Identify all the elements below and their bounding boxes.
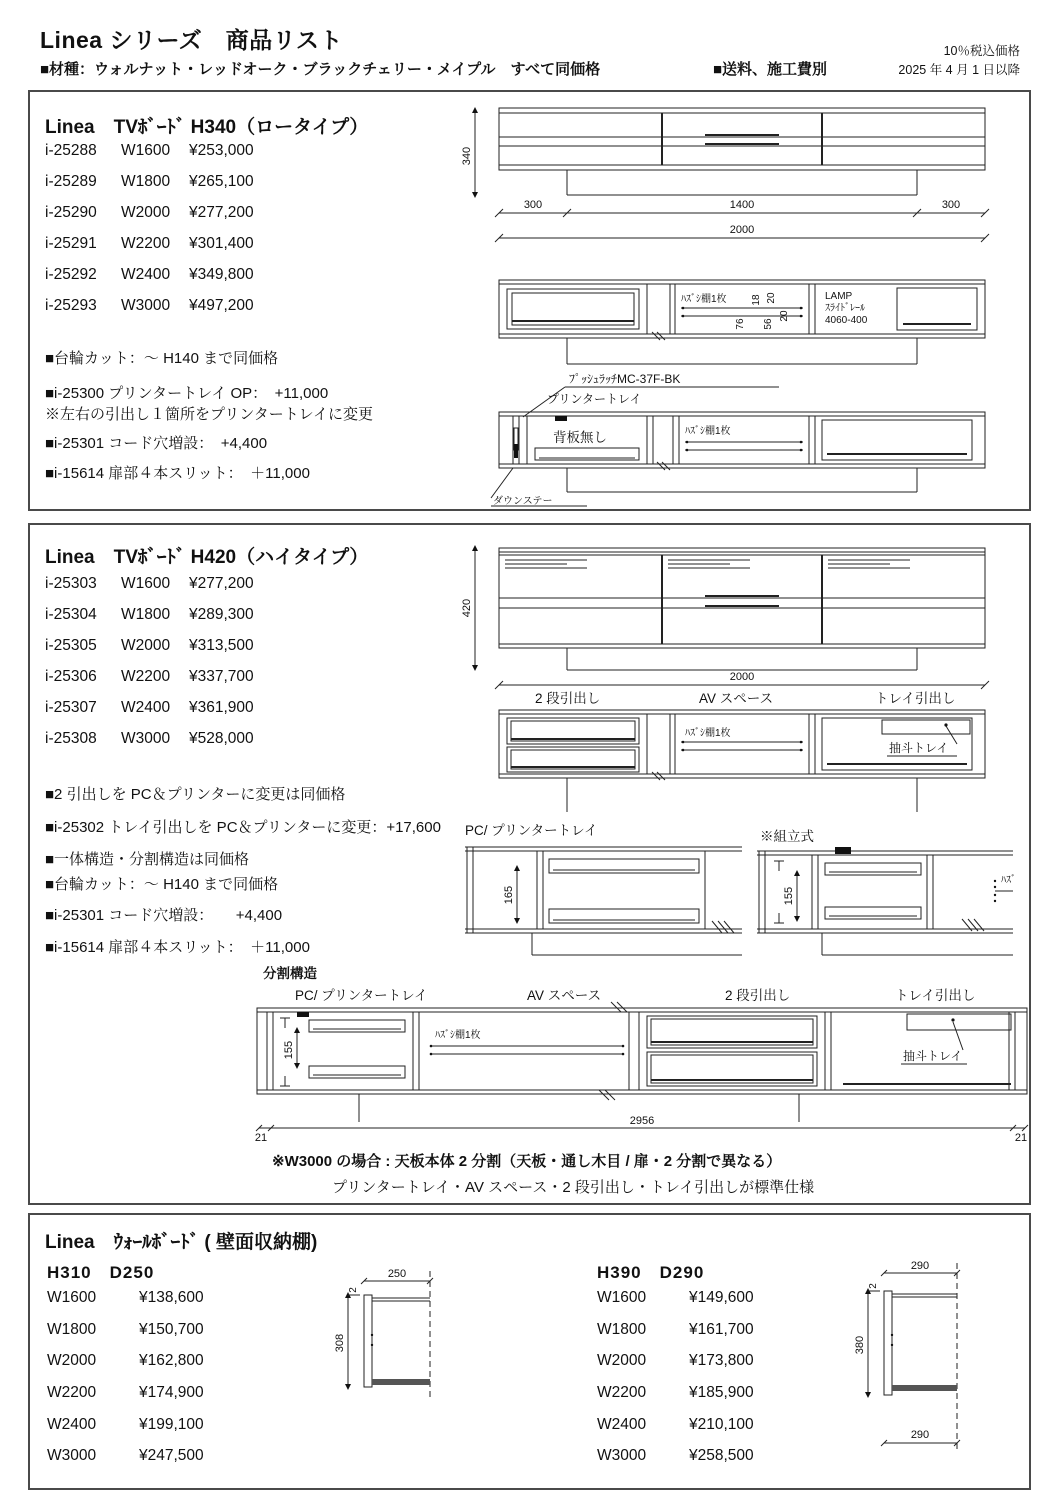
inner-labels (283, 1028, 967, 1064)
svg-text:2956: 2956 (629, 1115, 655, 1127)
product-price: ¥277,200 (189, 204, 254, 221)
product-code: i-25293 (45, 297, 97, 314)
low-board-elevation-drawing (457, 100, 1032, 250)
kit-cabinet-fragment (757, 847, 1016, 955)
page-title: Linea シリーズ 商品リスト (40, 27, 343, 53)
option-note: ■i-25301 コード穴増設： +4,400 (45, 435, 268, 452)
price-row (597, 1447, 754, 1465)
product-size: W2400 (121, 699, 171, 716)
product-price: ¥497,200 (189, 297, 254, 314)
price-row (45, 204, 254, 222)
product-code: i-25303 (45, 575, 97, 592)
product-code: i-25304 (45, 606, 97, 623)
price-row (47, 1289, 204, 1307)
product-price: ¥161,700 (689, 1321, 754, 1338)
product-code: i-25305 (45, 637, 97, 654)
product-price: ¥361,900 (189, 699, 254, 716)
split-structure-drawing (247, 962, 1037, 1142)
product-price: ¥301,400 (189, 235, 254, 252)
product-price: ¥313,500 (189, 637, 254, 654)
svg-text:18: 18 (751, 294, 762, 306)
dimension-height (334, 1287, 360, 1390)
product-size: W3000 (47, 1447, 97, 1464)
wall-board-section (28, 1213, 1031, 1490)
svg-text:ﾊｽﾞｼ棚1枚: ﾊｽﾞｼ棚1枚 (685, 426, 731, 437)
product-price: ¥277,200 (189, 575, 254, 592)
pedestal-outline (567, 648, 917, 670)
product-code: i-25288 (45, 142, 97, 159)
price-row (597, 1352, 754, 1370)
product-price: ¥349,800 (189, 266, 254, 283)
svg-text:250: 250 (387, 1268, 407, 1280)
price-row (47, 1447, 204, 1465)
wall-left-header: H310 D250 (47, 1263, 155, 1282)
cabinet-outline (499, 280, 985, 340)
tax-note: 10％税込価格 (943, 44, 1020, 58)
product-price: ¥337,700 (189, 668, 254, 685)
option-note: ■台輪カット：～ H140 まで同価格 (45, 350, 279, 367)
dimension-depth (361, 1268, 433, 1284)
svg-text:トレイ引出し: トレイ引出し (875, 691, 956, 706)
svg-text:165: 165 (503, 885, 515, 905)
material-note: ■材種：ウォルナット・レッドオーク・ブラックチェリー・メイプル すべて同価格 (40, 61, 601, 78)
split-note-1: ※W3000 の場合 : 天板本体 2 分割（天板・通し木目 / 扉・2 分割で異なる） (272, 1153, 782, 1170)
svg-text:300: 300 (941, 199, 961, 211)
price-row (597, 1321, 754, 1339)
high-board-layout-drawing (457, 690, 1032, 815)
product-size: W2400 (47, 1416, 97, 1433)
product-price: ¥138,600 (139, 1289, 204, 1306)
svg-text:ﾊｽﾞｼ棚1枚: ﾊｽﾞｼ棚1枚 (681, 294, 727, 305)
option-note: ※左右の引出し１箇所をプリンタートレイに変更 (45, 406, 374, 423)
product-size: W1600 (597, 1289, 647, 1306)
dimension-depth-bottom (881, 1429, 960, 1446)
svg-text:抽斗トレイ: 抽斗トレイ (903, 1049, 963, 1063)
product-size: W1800 (121, 173, 171, 190)
product-price: ¥265,100 (189, 173, 254, 190)
split-title: 分割構造 (263, 966, 317, 981)
option-note: ■i-15614 扉部４本スリット： ＋11,000 (45, 939, 310, 956)
svg-text:155: 155 (283, 1040, 295, 1060)
product-price: ¥253,000 (189, 142, 254, 159)
option-note: ■i-25301 コード穴増設： +4,400 (45, 907, 283, 924)
compartment-headings (535, 690, 955, 706)
product-code: i-25306 (45, 668, 97, 685)
product-code: i-25289 (45, 173, 97, 190)
product-size: W2200 (121, 668, 171, 685)
product-price: ¥162,800 (139, 1352, 204, 1369)
product-size: W2400 (597, 1416, 647, 1433)
product-price: ¥258,500 (689, 1447, 754, 1464)
downstay-label (491, 468, 587, 507)
product-code: i-25307 (45, 699, 97, 716)
product-code: i-25308 (45, 730, 97, 747)
svg-text:290: 290 (910, 1260, 930, 1272)
svg-text:AV スペース: AV スペース (527, 988, 602, 1003)
wall-board-right-drawing (822, 1257, 972, 1467)
dimension-height (461, 107, 478, 198)
price-row (45, 699, 254, 717)
svg-text:420: 420 (461, 598, 473, 618)
product-price: ¥199,100 (139, 1416, 204, 1433)
product-price: ¥150,700 (139, 1321, 204, 1338)
product-size: W2400 (121, 266, 171, 283)
board-profile (364, 1295, 430, 1387)
dimension-width (495, 671, 989, 689)
svg-text:56: 56 (763, 318, 774, 330)
product-size: W1600 (47, 1289, 97, 1306)
leader-labels (523, 372, 779, 417)
svg-text:ダウンステー: ダウンステー (493, 496, 553, 507)
pedestal-stubs (567, 778, 917, 812)
svg-text:ﾊｽﾞｼ棚1枚: ﾊｽﾞｼ棚1枚 (435, 1030, 481, 1041)
price-row (45, 142, 254, 160)
price-row (47, 1384, 204, 1402)
pedestal-stubs (359, 1094, 799, 1122)
product-size: W1800 (597, 1321, 647, 1338)
svg-text:AV スペース: AV スペース (699, 691, 774, 706)
high-board-pc-drawing (457, 821, 1032, 961)
option-note: ■2 引出しを PC＆プリンターに変更は同価格 (45, 786, 346, 803)
svg-text:2000: 2000 (729, 224, 755, 236)
price-row (45, 668, 254, 686)
pc-cabinet-fragment (465, 847, 742, 955)
product-code: i-25290 (45, 204, 97, 221)
wall-board-left-drawing (302, 1267, 442, 1407)
svg-text:抽斗トレイ: 抽斗トレイ (889, 741, 949, 755)
svg-text:2: 2 (348, 1287, 359, 1293)
compartment-headings (295, 987, 975, 1003)
low-board-title: Linea TVﾎﾞｰﾄﾞ H340（ロータイプ） (45, 117, 369, 138)
low-board-option-drawing (457, 370, 1032, 508)
pc-tray-heading: PC/ プリンタートレイ (465, 823, 598, 838)
dimension-depth-top (881, 1260, 960, 1276)
option-note: ■i-15614 扉部４本スリット： ＋11,000 (45, 465, 310, 482)
svg-text:トレイ引出し: トレイ引出し (895, 988, 976, 1003)
product-size: W1800 (47, 1321, 97, 1338)
dimension-height (854, 1283, 880, 1398)
product-code: i-25292 (45, 266, 97, 283)
svg-text:300: 300 (523, 199, 543, 211)
dimension-height (461, 545, 478, 671)
price-row (597, 1289, 754, 1307)
wall-board-title: Linea ｳｫｰﾙﾎﾞｰﾄﾞ ( 壁面収納棚) (45, 1232, 318, 1253)
split-note-2: プリンタートレイ・AV スペース・2 段引出し・トレイ引出しが標準仕様 (332, 1179, 815, 1196)
price-row (45, 266, 254, 284)
tray-drawer-label (887, 740, 957, 756)
product-size: W2200 (121, 235, 171, 252)
product-size: W1800 (121, 606, 171, 623)
product-price: ¥174,900 (139, 1384, 204, 1401)
product-size: W3000 (121, 297, 171, 314)
svg-text:155: 155 (783, 886, 795, 906)
product-size: W2200 (597, 1384, 647, 1401)
low-board-section (28, 90, 1031, 511)
svg-text:308: 308 (334, 1333, 346, 1353)
svg-text:1400: 1400 (729, 199, 755, 211)
date-note: 2025 年 4 月 1 日以降 (898, 63, 1020, 78)
product-price: ¥149,600 (689, 1289, 754, 1306)
product-size: W2000 (597, 1352, 647, 1369)
wall-right-header: H390 D290 (597, 1263, 705, 1282)
price-row (597, 1384, 754, 1402)
svg-text:20: 20 (779, 310, 790, 322)
pedestal-outline (567, 468, 917, 492)
product-size: W1600 (121, 575, 171, 592)
price-row (45, 297, 254, 315)
product-size: W2200 (47, 1384, 97, 1401)
product-price: ¥185,900 (689, 1384, 754, 1401)
svg-text:380: 380 (854, 1335, 866, 1355)
svg-text:背板無し: 背板無し (553, 430, 607, 445)
svg-text:290: 290 (910, 1429, 930, 1441)
cabinet-outline (499, 108, 985, 170)
price-row (597, 1416, 754, 1434)
price-row (47, 1416, 204, 1434)
cabinet-outline (499, 548, 985, 648)
option-note: ■i-25300 プリンタートレイ OP： +11,000 (45, 385, 329, 402)
pedestal-outline (567, 338, 917, 364)
product-price: ¥210,100 (689, 1416, 754, 1433)
section-labels (681, 291, 868, 330)
svg-text:ﾌﾟｯｼｭﾗｯﾁMC-37F-BK: ﾌﾟｯｼｭﾗｯﾁMC-37F-BK (569, 372, 681, 386)
price-row (47, 1352, 204, 1370)
svg-text:21: 21 (1014, 1132, 1028, 1142)
product-size: W2000 (121, 204, 171, 221)
price-row (45, 173, 254, 191)
svg-text:PC/ プリンタートレイ: PC/ プリンタートレイ (295, 988, 428, 1003)
svg-text:2000: 2000 (729, 671, 755, 683)
svg-text:2: 2 (868, 1283, 879, 1289)
svg-text:21: 21 (254, 1132, 268, 1142)
price-row (45, 606, 254, 624)
dimension-widths (495, 199, 989, 242)
product-size: W2000 (121, 637, 171, 654)
product-size: W3000 (121, 730, 171, 747)
price-row (45, 730, 254, 748)
svg-text:76: 76 (735, 318, 746, 330)
product-price: ¥528,000 (189, 730, 254, 747)
high-board-section (28, 523, 1031, 1205)
svg-text:340: 340 (461, 146, 473, 166)
product-size: W3000 (597, 1447, 647, 1464)
pedestal-outline (567, 170, 917, 195)
kit-heading: ※組立式 (760, 829, 814, 844)
product-price: ¥173,800 (689, 1352, 754, 1369)
shelf-label: ﾊｽﾞｼ棚1枚 (685, 728, 731, 739)
product-price: ¥247,500 (139, 1447, 204, 1464)
product-size: W1600 (121, 142, 171, 159)
svg-text:2 段引出し: 2 段引出し (725, 988, 791, 1003)
product-size: W2000 (47, 1352, 97, 1369)
price-row (47, 1321, 204, 1339)
option-note: ■一体構造・分割構造は同価格 (45, 851, 250, 868)
price-row (45, 235, 254, 253)
price-row (45, 575, 254, 593)
svg-text:ｽﾗｲﾄﾞﾚｰﾙ: ｽﾗｲﾄﾞﾚｰﾙ (825, 303, 865, 314)
product-price: ¥289,300 (189, 606, 254, 623)
dimension-total (255, 1115, 1028, 1142)
svg-text:ﾊｽﾞ: ﾊｽﾞ (1001, 875, 1016, 886)
board-profile (884, 1291, 957, 1395)
svg-text:プリンタートレイ: プリンタートレイ (547, 392, 642, 406)
svg-text:LAMP: LAMP (825, 291, 853, 302)
svg-text:4060-400: 4060-400 (825, 315, 868, 326)
product-code: i-25291 (45, 235, 97, 252)
high-board-elevation-drawing (457, 540, 1032, 690)
price-row (45, 637, 254, 655)
option-note: ■i-25302 トレイ引出しを PC＆プリンターに変更：+17,600 (45, 819, 441, 836)
high-board-title: Linea TVﾎﾞｰﾄﾞ H420（ハイタイプ） (45, 547, 369, 568)
shipping-note: ■送料、施工費別 (713, 61, 828, 78)
option-note: ■台輪カット：～ H140 まで同価格 (45, 876, 279, 893)
svg-text:20: 20 (766, 292, 777, 304)
svg-text:2 段引出し: 2 段引出し (535, 691, 601, 706)
